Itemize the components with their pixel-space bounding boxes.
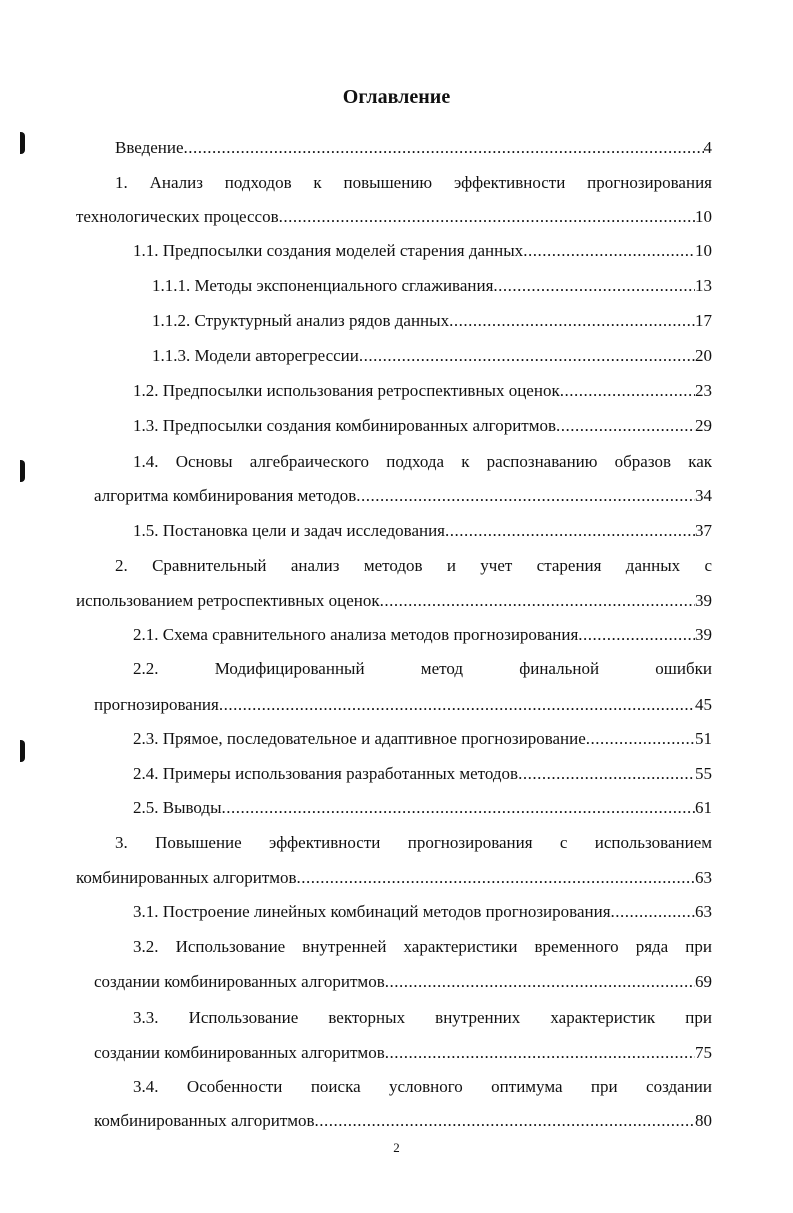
toc-entry-2-5[interactable]: 2.5. Выводы ..... 61 (133, 795, 712, 821)
toc-entry-chapter-3-cont[interactable]: комбинированных алгоритмов ..... 63 (76, 865, 712, 891)
toc-entry-3-3[interactable]: 3.3. Использование векторных внутренних характеристик при (133, 1008, 712, 1027)
toc-entry-introduction[interactable]: Введение ..... 4 (115, 135, 712, 161)
toc-entry-chapter-2[interactable]: 2. Сравнительный анализ методов и учет старения данных с (115, 556, 712, 575)
toc-entry-chapter-2-cont[interactable]: использованием ретроспективных оценок ..... 39 (76, 588, 712, 614)
toc-entry-2-1[interactable]: 2.1. Схема сравнительного анализа методов прогнозирования ..... 39 (133, 622, 712, 648)
toc-entry-3-1[interactable]: 3.1. Построение линейных комбинаций методов прогнозирования ..... 63 (133, 899, 712, 925)
toc-entry-1-4-cont[interactable]: алгоритма комбинирования методов ..... 34 (94, 483, 712, 509)
margin-mark (20, 132, 25, 154)
toc-entry-1-1-3[interactable]: 1.1.3. Модели авторегрессии ..... 20 (152, 343, 712, 369)
toc-entry-1-1-1[interactable]: 1.1.1. Методы экспоненциального сглаживания ..... 13 (152, 273, 712, 299)
toc-entry-1-2[interactable]: 1.2. Предпосылки использования ретроспективных оценок ..... 23 (133, 378, 712, 404)
toc-entry-1-3[interactable]: 1.3. Предпосылки создания комбинированных алгоритмов ..... 29 (133, 413, 712, 439)
toc-entry-2-4[interactable]: 2.4. Примеры использования разработанных методов ..... 55 (133, 761, 712, 787)
toc-entry-3-4-cont[interactable]: комбинированных алгоритмов ..... 80 (94, 1108, 712, 1134)
toc-entry-1-5[interactable]: 1.5. Постановка цели и задач исследования ..... 37 (133, 518, 712, 544)
toc-entry-1-4[interactable]: 1.4. Основы алгебраического подхода к распознаванию образов как (133, 452, 712, 471)
toc-entry-chapter-1[interactable]: 1. Анализ подходов к повышению эффективности прогнозирования (115, 173, 712, 192)
toc-entry-3-4[interactable]: 3.4. Особенности поиска условного оптимума при создании (133, 1077, 712, 1096)
toc-entry-2-2-cont[interactable]: прогнозирования ..... 45 (94, 692, 712, 718)
toc-entry-1-1-2[interactable]: 1.1.2. Структурный анализ рядов данных ..... 17 (152, 308, 712, 334)
margin-mark (20, 740, 25, 762)
toc-entry-chapter-3[interactable]: 3. Повышение эффективности прогнозирования с использованием (115, 833, 712, 852)
toc-entry-2-2[interactable]: 2.2. Модифицированный метод финальной ошибки (133, 659, 712, 678)
toc-entry-2-3[interactable]: 2.3. Прямое, последовательное и адаптивное прогнозирование ..... 51 (133, 726, 712, 752)
page-title: Оглавление (342, 86, 451, 108)
toc-entry-3-2[interactable]: 3.2. Использование внутренней характеристики временного ряда при (133, 937, 712, 956)
toc-entry-1-1[interactable]: 1.1. Предпосылки создания моделей старения данных ..... 10 (133, 238, 712, 264)
toc-entry-3-3-cont[interactable]: создании комбинированных алгоритмов ..... 75 (94, 1040, 712, 1066)
page-number: 2 (393, 1140, 400, 1155)
toc-entry-chapter-1-cont[interactable]: технологических процессов ..... 10 (76, 204, 712, 230)
toc-entry-3-2-cont[interactable]: создании комбинированных алгоритмов ..... 69 (94, 969, 712, 995)
margin-mark (20, 460, 25, 482)
